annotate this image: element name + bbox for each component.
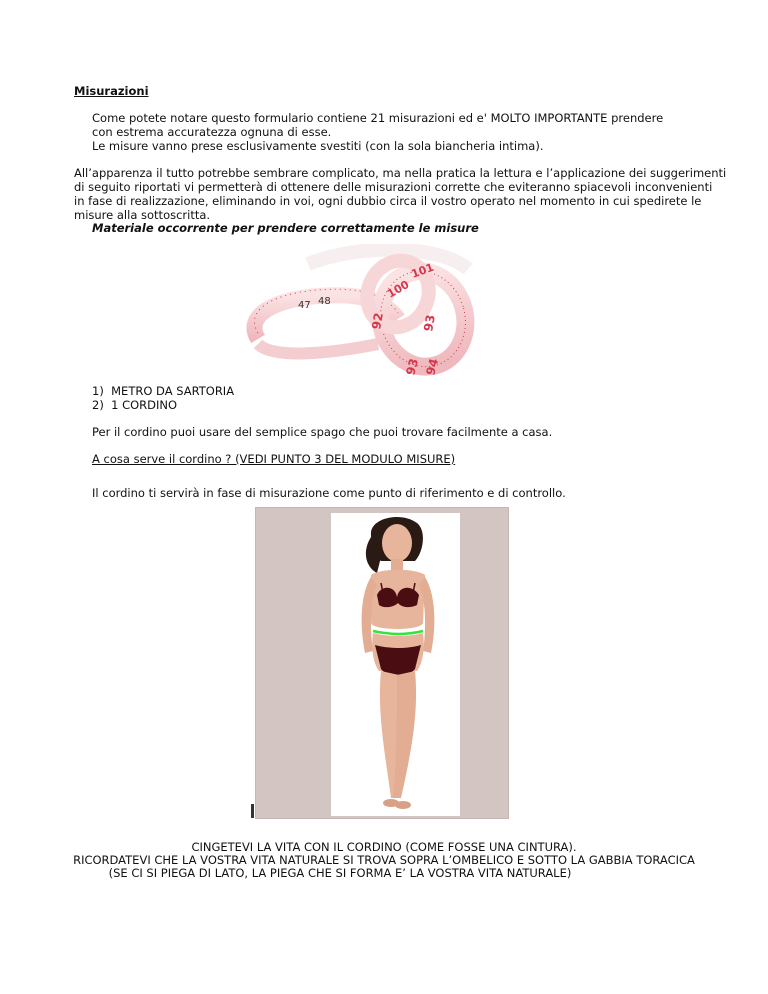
paragraph-line-2: di seguito riportati vi permetterà di ottenere delle misurazioni corrette che eviteranno spiacevoli inconvenienti [74,180,713,194]
tape-number: 92 [369,311,386,331]
text-cursor [251,804,254,818]
model-image-frame [255,507,509,819]
list-item [92,384,234,398]
tape-number: 101 [409,260,436,281]
intro-line-1: Come potete notare questo formulario contiene 21 misurazioni ed e' MOLTO IMPORTANTE prendere [92,111,664,125]
list-text: 1 CORDINO [111,398,178,412]
caption-line-2: RICORDATEVI CHE LA VOSTRA VITA NATURALE SI TROVA SOPRA L’OMBELICO E SOTTO LA GABBIA TORACICA [73,853,695,867]
cordino-answer: Il cordino ti servirà in fase di misurazione come punto di riferimento e di controllo. [92,486,566,500]
materials-title: Materiale occorrente per prendere correttamente le misure [92,221,479,235]
caption-line-3: (SE CI SI PIEGA DI LATO, LA PIEGA CHE SI FORMA E’ LA VOSTRA VITA NATURALE) [108,866,572,880]
page-heading: Misurazioni [74,84,149,98]
list-number: 1) [92,384,104,398]
paragraph-line-4: misure alla sottoscritta. [74,208,211,222]
caption-line-1: CINGETEVI LA VITA CON IL CORDINO (COME FOSSE UNA CINTURA). [191,840,577,854]
tape-number: 93 [421,313,438,333]
list-text: METRO DA SARTORIA [111,384,235,398]
cordino-question: A cosa serve il cordino ? (VEDI PUNTO 3 DEL MODULO MISURE) [92,452,456,466]
tape-number: 47 [298,300,311,311]
tape-number: 48 [318,296,331,307]
list-number: 2) [92,398,104,412]
list-item [92,398,177,412]
tape-number: 93 [403,357,422,377]
intro-line-3: Le misure vanno prese esclusivamente svestiti (con la sola biancheria intima). [92,139,544,153]
intro-line-2: con estrema accuratezza ognuna di esse. [92,125,332,139]
tape-number: 94 [423,357,442,377]
paragraph-line-1: All’apparenza il tutto potrebbe sembrare complicato, ma nella pratica la lettura e l’applicazione dei suggerimenti [74,166,727,180]
tape-number: 100 [385,277,412,301]
cordino-note: Per il cordino puoi usare del semplice spago che puoi trovare facilmente a casa. [92,425,553,439]
paragraph-line-3: in fase di realizzazione, eliminando in voi, ogni dubbio circa il vostro operato nel momento in cui spedirete le [74,194,702,208]
tape-measure-image [238,244,478,384]
model-image [331,513,460,816]
